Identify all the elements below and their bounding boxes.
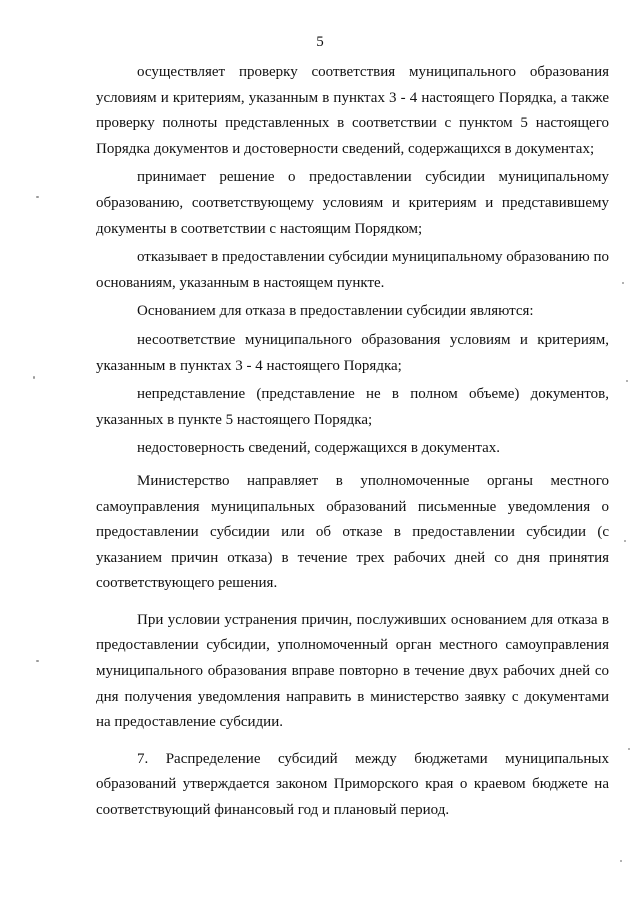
paragraph-decision: принимает решение о предоставлении субсидии муниципальному образованию, соответствующему условиям и критериям и представившему документы в соответствии с настоящим Порядком;: [96, 169, 609, 237]
page-number: 5: [316, 34, 324, 50]
scan-speck: [36, 660, 39, 662]
scan-speck: [36, 196, 39, 198]
paragraph-refusal: отказывает в предоставлении субсидии муниципальному образованию по основаниям, указанным в настоящем пункте.: [96, 249, 609, 291]
scan-speck: [628, 748, 630, 750]
paragraph-ground-nonsubmission: непредставление (представление не в полном объеме) документов, указанных в пункте 5 настоящего Порядка;: [96, 386, 609, 428]
scan-speck: [622, 282, 624, 284]
document-body: [96, 60, 609, 824]
paragraph-ground-noncompliance: несоответствие муниципального образования условиям и критериям, указанным в пунктах 3 - 4 настоящего Порядка;: [96, 331, 609, 374]
scan-speck: [33, 376, 35, 379]
scan-speck: [626, 380, 628, 382]
paragraph-resubmission: При условии устранения причин, послуживших основанием для отказа в предоставлении субсидии, уполномоченный орган местного самоуправления муниципального образования вправе повторно в течение двух рабочих дней со дня получения уведомления направить в министерство заявку с документами на предоставление субсидии.: [96, 611, 609, 731]
paragraph-ground-unreliability: недостоверность сведений, содержащихся в документах.: [137, 440, 501, 457]
paragraph-notification: Министерство направляет в уполномоченные органы местного самоуправления муниципальных образований письменные уведомления о предоставлении субсидии или об отказе в предоставлении субсидии (с указанием причин отказа) в течение трех рабочих дней со дня принятия соответствующего решения.: [96, 472, 609, 592]
paragraph-distribution: 7. Распределение субсидий между бюджетами муниципальных образований утверждается законом Приморского края о краевом бюджете на соответствующий финансовый год и плановый период.: [96, 750, 609, 819]
paragraph-refusal-grounds: Основанием для отказа в предоставлении субсидии являются:: [137, 303, 534, 320]
paragraph-verification: осуществляет проверку соответствия муниципального образования условиям и критериям, указанным в пунктах 3 - 4 настоящего Порядка, а также проверку полноты представленных в соответствии с пунктом 5 настоящего Порядка документов и достоверности сведений, содержащихся в документах;: [96, 64, 609, 157]
scan-speck: [624, 540, 626, 542]
scan-speck: [620, 860, 622, 862]
